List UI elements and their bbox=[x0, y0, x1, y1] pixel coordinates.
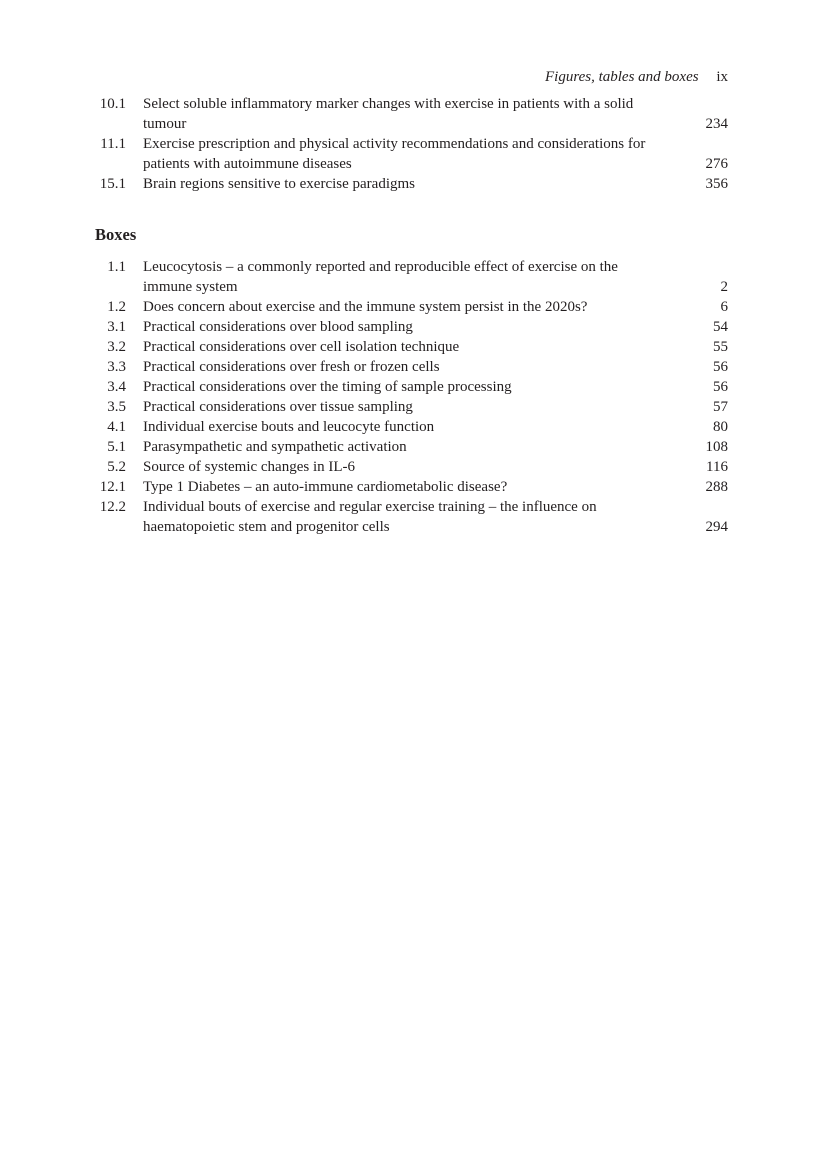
entry-number: 3.2 bbox=[107, 339, 126, 355]
list-item bbox=[95, 497, 728, 537]
entry-number: 3.5 bbox=[107, 399, 126, 415]
entry-title: Practical considerations over blood sampling bbox=[143, 319, 413, 335]
list-item bbox=[95, 397, 728, 417]
entry-number: 5.1 bbox=[107, 439, 126, 455]
entry-page: 294 bbox=[705, 519, 728, 535]
entry-page: 276 bbox=[705, 156, 728, 172]
entry-page: 116 bbox=[706, 459, 728, 475]
list-item bbox=[95, 134, 728, 174]
entry-title: Practical considerations over the timing of sample processing bbox=[143, 379, 512, 395]
entry-number: 15.1 bbox=[99, 176, 126, 192]
entry-number: 4.1 bbox=[107, 419, 126, 435]
entry-title: Type 1 Diabetes – an auto-immune cardiometabolic disease? bbox=[143, 479, 508, 495]
list-item bbox=[95, 297, 728, 317]
list-item bbox=[95, 377, 728, 397]
entry-page: 54 bbox=[713, 319, 728, 335]
boxes-list bbox=[95, 225, 728, 537]
entry-title: Source of systemic changes in IL-6 bbox=[143, 459, 356, 475]
entry-page: 288 bbox=[705, 479, 728, 495]
entry-number: 11.1 bbox=[100, 136, 126, 152]
tables-list bbox=[95, 94, 728, 194]
entry-number: 1.2 bbox=[107, 299, 126, 315]
entry-title: Exercise prescription and physical activity recommendations and considerations for patients with autoimmune diseases bbox=[143, 136, 646, 172]
entry-page: 108 bbox=[705, 439, 728, 455]
entry-title: Leucocytosis – a commonly reported and reproducible effect of exercise on the immune system bbox=[143, 259, 618, 295]
entry-number: 1.1 bbox=[107, 259, 126, 275]
entry-title: Individual bouts of exercise and regular exercise training – the influence on haematopoietic stem and progenitor cells bbox=[143, 499, 597, 535]
list-item bbox=[95, 457, 728, 477]
list-item bbox=[95, 337, 728, 357]
entry-number: 10.1 bbox=[99, 96, 126, 112]
entry-page: 57 bbox=[713, 399, 728, 415]
entry-page: 80 bbox=[713, 419, 728, 435]
list-item bbox=[95, 417, 728, 437]
entry-page: 234 bbox=[705, 116, 728, 132]
running-head bbox=[545, 67, 728, 87]
entry-title: Individual exercise bouts and leucocyte function bbox=[143, 419, 435, 435]
list-item bbox=[95, 94, 728, 134]
entry-page: 6 bbox=[720, 299, 728, 315]
list-item bbox=[95, 357, 728, 377]
entry-title: Does concern about exercise and the immune system persist in the 2020s? bbox=[143, 299, 588, 315]
entry-number: 3.1 bbox=[107, 319, 126, 335]
entry-title: Practical considerations over cell isolation technique bbox=[143, 339, 460, 355]
list-item bbox=[95, 477, 728, 497]
entry-page: 56 bbox=[713, 379, 728, 395]
list-item bbox=[95, 174, 728, 194]
entry-page: 55 bbox=[713, 339, 728, 355]
entry-title: Practical considerations over tissue sampling bbox=[143, 399, 413, 415]
running-head-title: Figures, tables and boxes bbox=[544, 69, 699, 85]
entry-title: Parasympathetic and sympathetic activation bbox=[143, 439, 407, 455]
page-number: ix bbox=[716, 69, 728, 85]
entry-number: 5.2 bbox=[107, 459, 126, 475]
list-item bbox=[95, 437, 728, 457]
entry-number: 12.2 bbox=[99, 499, 126, 515]
entry-page: 56 bbox=[713, 359, 728, 375]
list-item bbox=[95, 257, 728, 297]
entry-number: 3.4 bbox=[107, 379, 126, 395]
entry-title: Practical considerations over fresh or frozen cells bbox=[143, 359, 440, 375]
entry-title: Select soluble inflammatory marker changes with exercise in patients with a solid tumour bbox=[143, 96, 634, 132]
entry-title: Brain regions sensitive to exercise paradigms bbox=[143, 176, 416, 192]
entry-number: 3.3 bbox=[107, 359, 126, 375]
list-item bbox=[95, 317, 728, 337]
entry-page: 2 bbox=[720, 279, 728, 295]
entry-number: 12.1 bbox=[99, 479, 126, 495]
entry-page: 356 bbox=[705, 176, 728, 192]
section-heading: Boxes bbox=[95, 225, 137, 244]
